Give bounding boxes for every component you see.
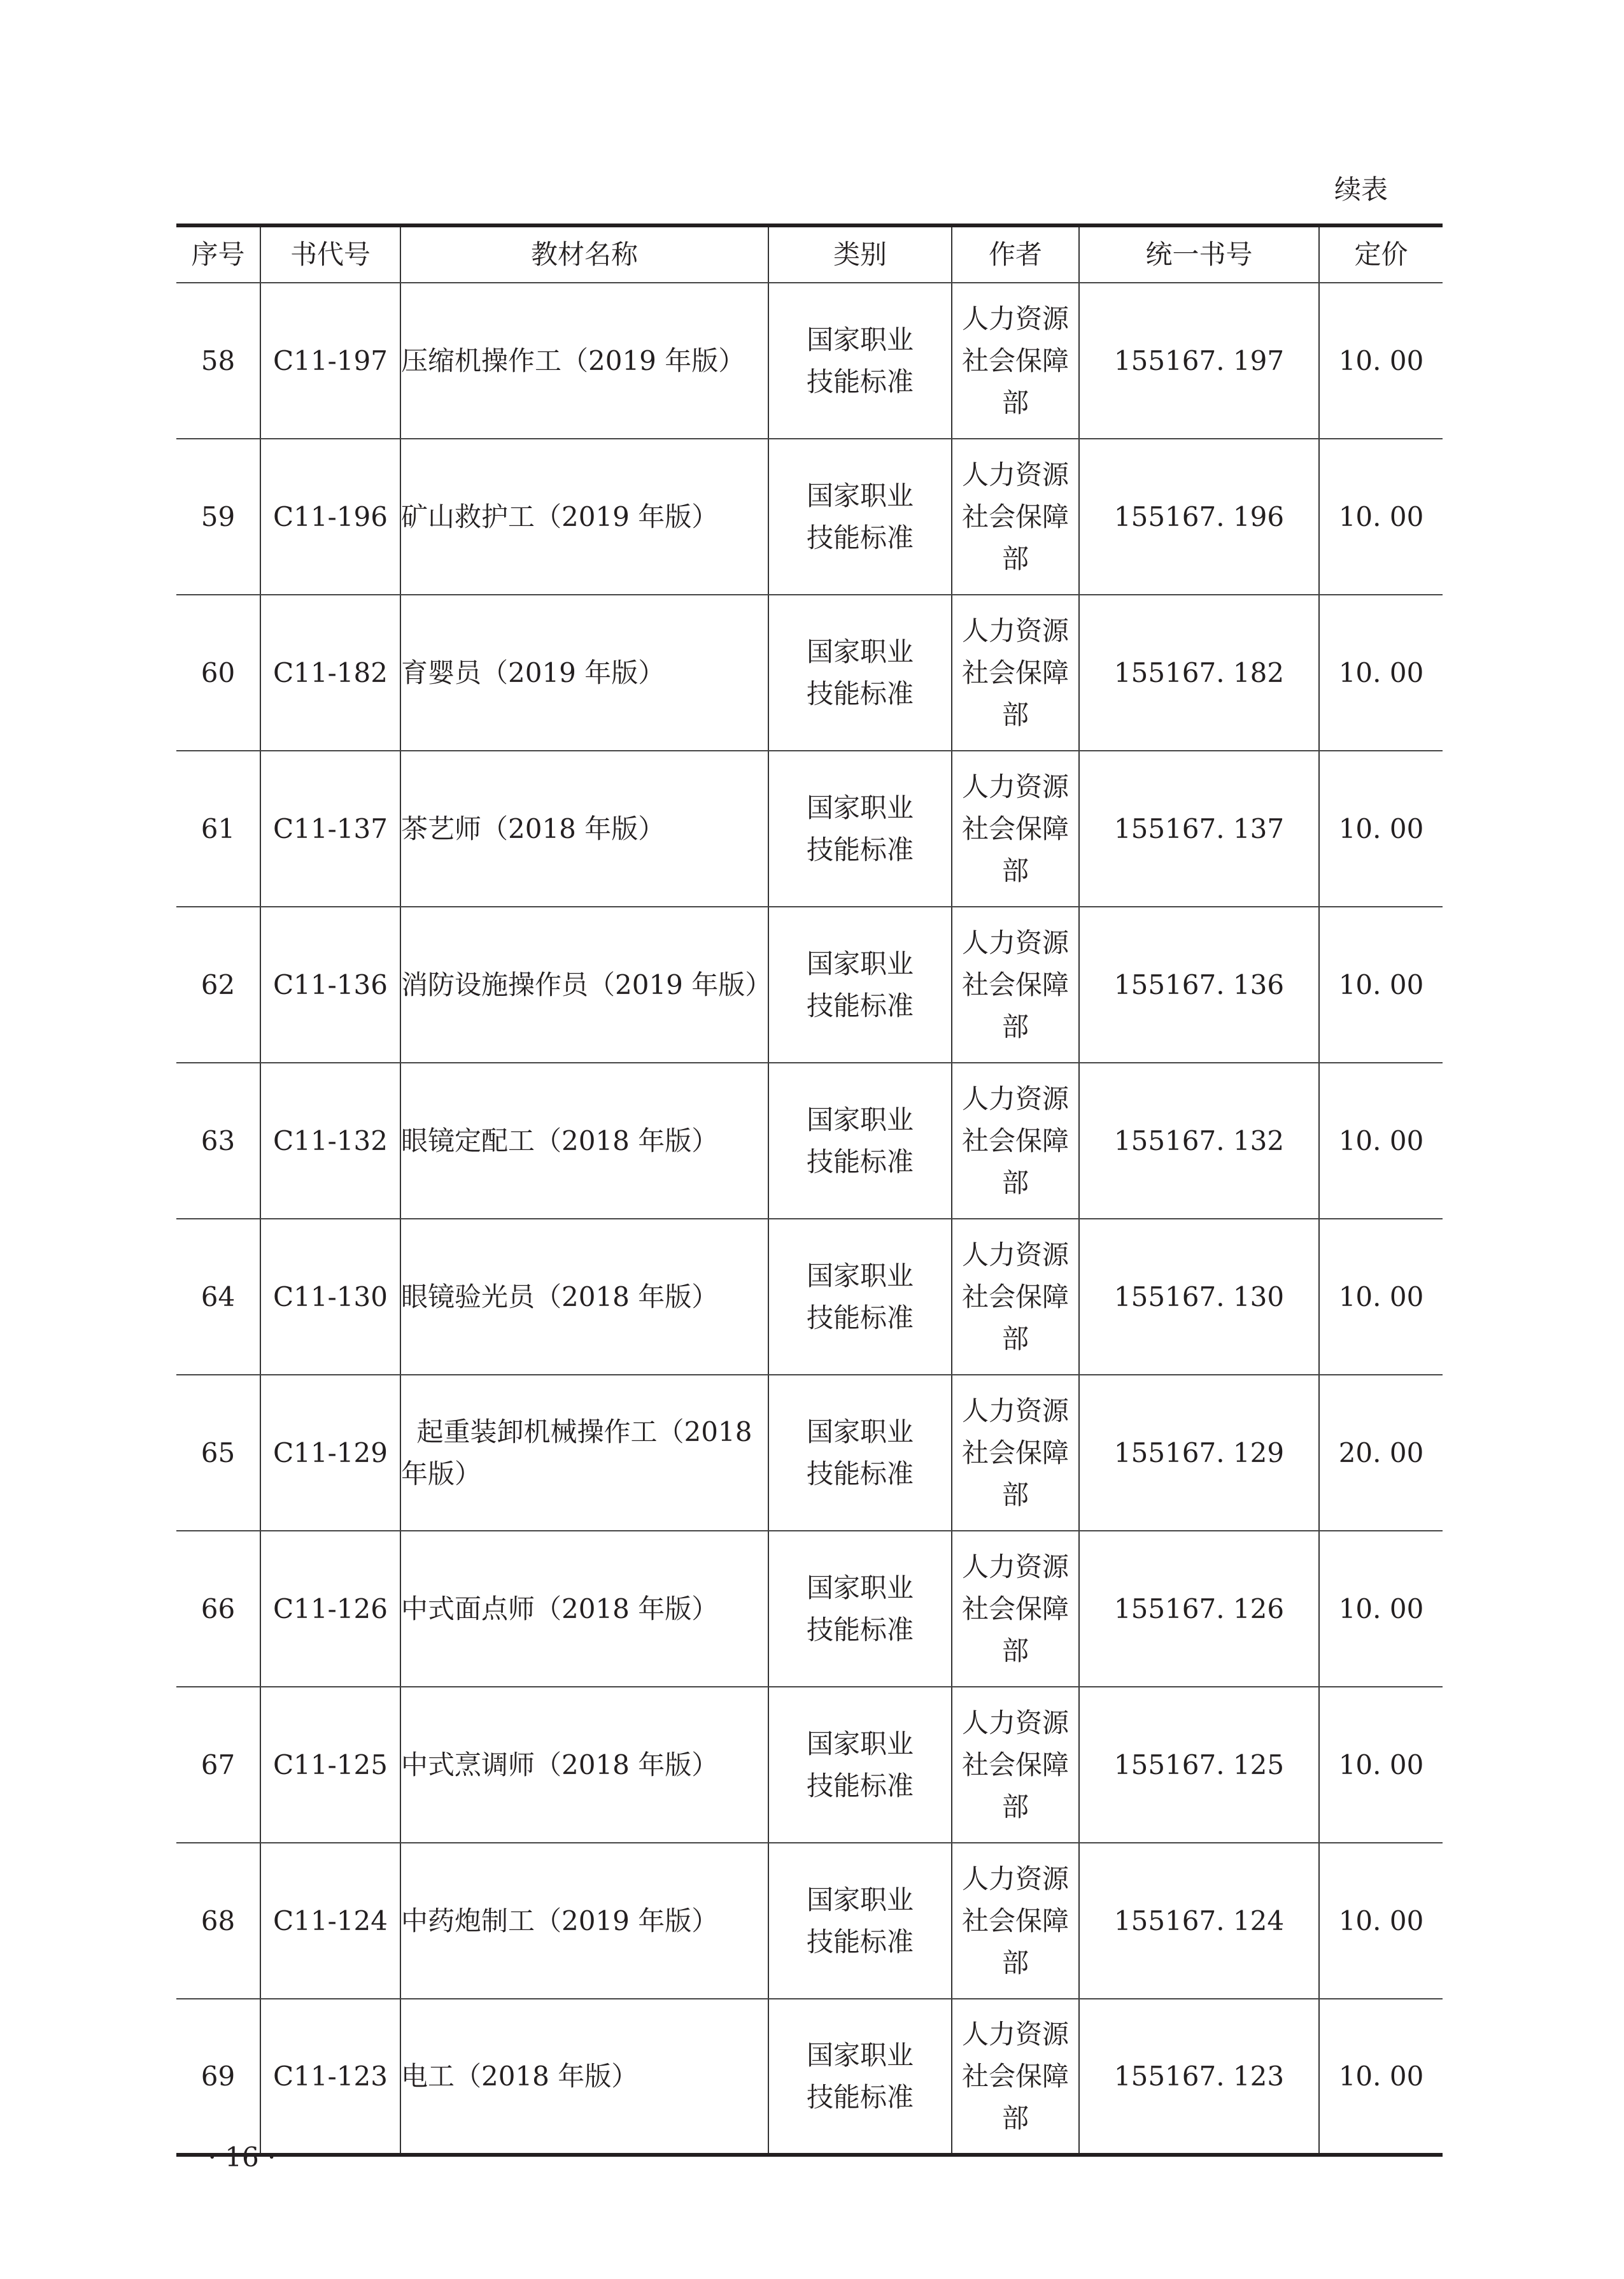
cell-isbn: 155167. 129 bbox=[1079, 1375, 1319, 1531]
cell-author bbox=[952, 1375, 1079, 1531]
cell-no: 62 bbox=[176, 907, 260, 1063]
author-line: 人力资源 bbox=[961, 1707, 1069, 1738]
cell-name: 中式面点师（2018 年版） bbox=[400, 1531, 768, 1687]
textbook-catalog-table bbox=[176, 224, 1443, 2157]
author-line: 部 bbox=[1001, 1479, 1029, 1510]
cell-no: 66 bbox=[176, 1531, 260, 1687]
cell-category bbox=[768, 1063, 952, 1219]
category-line: 技能标准 bbox=[806, 1146, 914, 1177]
author-line: 部 bbox=[1001, 543, 1029, 574]
author-line: 社会保障 bbox=[961, 344, 1069, 376]
category-line: 技能标准 bbox=[806, 1770, 914, 1801]
cell-author bbox=[952, 1999, 1079, 2155]
cell-category bbox=[768, 1999, 952, 2155]
author-line: 人力资源 bbox=[961, 2018, 1069, 2050]
cell-author bbox=[952, 1687, 1079, 1843]
cell-category bbox=[768, 1531, 952, 1687]
table-row bbox=[176, 751, 1443, 907]
cell-name: 电工（2018 年版） bbox=[400, 1999, 768, 2155]
category-line: 国家职业 bbox=[806, 1884, 914, 1915]
cell-author bbox=[952, 1531, 1079, 1687]
cell-isbn: 155167. 137 bbox=[1079, 751, 1319, 907]
cell-isbn: 155167. 132 bbox=[1079, 1063, 1319, 1219]
author-line: 部 bbox=[1001, 1167, 1029, 1198]
cell-code: C11-137 bbox=[260, 751, 400, 907]
cell-price: 10. 00 bbox=[1319, 1219, 1443, 1375]
cell-price: 10. 00 bbox=[1319, 1687, 1443, 1843]
cell-author bbox=[952, 751, 1079, 907]
category-line: 技能标准 bbox=[806, 1926, 914, 1957]
table-row bbox=[176, 595, 1443, 751]
author-line: 人力资源 bbox=[961, 1239, 1069, 1270]
cell-price: 10. 00 bbox=[1319, 1531, 1443, 1687]
author-line: 人力资源 bbox=[961, 614, 1069, 646]
cell-author bbox=[952, 283, 1079, 439]
continuation-label: 续表 bbox=[1334, 174, 1388, 205]
cell-code: C11-196 bbox=[260, 439, 400, 595]
category-line: 技能标准 bbox=[806, 990, 914, 1021]
table-row bbox=[176, 1687, 1443, 1843]
table-row bbox=[176, 283, 1443, 439]
table-row bbox=[176, 1375, 1443, 1531]
cell-price: 10. 00 bbox=[1319, 751, 1443, 907]
cell-no: 67 bbox=[176, 1687, 260, 1843]
author-line: 人力资源 bbox=[961, 1395, 1069, 1426]
category-line: 技能标准 bbox=[806, 1614, 914, 1645]
cell-category bbox=[768, 1687, 952, 1843]
cell-isbn: 155167. 197 bbox=[1079, 283, 1319, 439]
cell-code: C11-125 bbox=[260, 1687, 400, 1843]
table-row bbox=[176, 1219, 1443, 1375]
cell-isbn: 155167. 126 bbox=[1079, 1531, 1319, 1687]
cell-category bbox=[768, 283, 952, 439]
cell-code: C11-129 bbox=[260, 1375, 400, 1531]
page-number: · 16 · bbox=[208, 2141, 276, 2173]
author-line: 人力资源 bbox=[961, 1551, 1069, 1582]
author-line: 人力资源 bbox=[961, 927, 1069, 958]
cell-no: 59 bbox=[176, 439, 260, 595]
cell-isbn: 155167. 130 bbox=[1079, 1219, 1319, 1375]
cell-name: 眼镜定配工（2018 年版） bbox=[400, 1063, 768, 1219]
cell-category bbox=[768, 751, 952, 907]
author-line: 社会保障 bbox=[961, 1593, 1069, 1624]
cell-price: 10. 00 bbox=[1319, 1843, 1443, 1999]
table-row bbox=[176, 1531, 1443, 1687]
column-header-name: 教材名称 bbox=[400, 225, 768, 283]
cell-name: 起重装卸机械操作工（2018 年版） bbox=[400, 1375, 768, 1531]
cell-name: 压缩机操作工（2019 年版） bbox=[400, 283, 768, 439]
category-line: 技能标准 bbox=[806, 678, 914, 709]
cell-no: 69 bbox=[176, 1999, 260, 2155]
cell-no: 63 bbox=[176, 1063, 260, 1219]
column-header-code: 书代号 bbox=[260, 225, 400, 283]
category-line: 国家职业 bbox=[806, 1728, 914, 1759]
category-line: 技能标准 bbox=[806, 1302, 914, 1333]
category-line: 国家职业 bbox=[806, 1104, 914, 1135]
cell-author bbox=[952, 595, 1079, 751]
author-line: 社会保障 bbox=[961, 813, 1069, 844]
column-header-category: 类别 bbox=[768, 225, 952, 283]
column-header-author: 作者 bbox=[952, 225, 1079, 283]
author-line: 部 bbox=[1001, 1947, 1029, 1978]
cell-name: 矿山救护工（2019 年版） bbox=[400, 439, 768, 595]
table-header-row bbox=[176, 225, 1443, 283]
category-line: 技能标准 bbox=[806, 522, 914, 553]
cell-isbn: 155167. 123 bbox=[1079, 1999, 1319, 2155]
category-line: 国家职业 bbox=[806, 792, 914, 823]
table-row bbox=[176, 439, 1443, 595]
author-line: 部 bbox=[1001, 1011, 1029, 1042]
author-line: 社会保障 bbox=[961, 1905, 1069, 1936]
cell-code: C11-124 bbox=[260, 1843, 400, 1999]
author-line: 社会保障 bbox=[961, 1749, 1069, 1780]
category-line: 技能标准 bbox=[806, 366, 914, 397]
cell-code: C11-126 bbox=[260, 1531, 400, 1687]
author-line: 社会保障 bbox=[961, 1125, 1069, 1156]
category-line: 国家职业 bbox=[806, 323, 914, 355]
author-line: 部 bbox=[1001, 1635, 1029, 1666]
category-line: 技能标准 bbox=[806, 834, 914, 865]
author-line: 部 bbox=[1001, 387, 1029, 418]
table-row bbox=[176, 1843, 1443, 1999]
cell-code: C11-197 bbox=[260, 283, 400, 439]
author-line: 社会保障 bbox=[961, 501, 1069, 532]
author-line: 部 bbox=[1001, 2102, 1029, 2134]
cell-code: C11-130 bbox=[260, 1219, 400, 1375]
category-line: 国家职业 bbox=[806, 948, 914, 979]
category-line: 国家职业 bbox=[806, 1416, 914, 1447]
cell-price: 10. 00 bbox=[1319, 283, 1443, 439]
column-header-no: 序号 bbox=[176, 225, 260, 283]
cell-isbn: 155167. 125 bbox=[1079, 1687, 1319, 1843]
cell-price: 10. 00 bbox=[1319, 1063, 1443, 1219]
cell-author bbox=[952, 439, 1079, 595]
cell-no: 68 bbox=[176, 1843, 260, 1999]
author-line: 社会保障 bbox=[961, 2060, 1069, 2092]
cell-price: 10. 00 bbox=[1319, 439, 1443, 595]
cell-price: 10. 00 bbox=[1319, 907, 1443, 1063]
cell-code: C11-123 bbox=[260, 1999, 400, 2155]
cell-isbn: 155167. 196 bbox=[1079, 439, 1319, 595]
author-line: 部 bbox=[1001, 699, 1029, 730]
cell-category bbox=[768, 1843, 952, 1999]
category-line: 国家职业 bbox=[806, 635, 914, 667]
category-line: 技能标准 bbox=[806, 1458, 914, 1489]
cell-name: 中式烹调师（2018 年版） bbox=[400, 1687, 768, 1843]
author-line: 社会保障 bbox=[961, 1281, 1069, 1312]
cell-isbn: 155167. 136 bbox=[1079, 907, 1319, 1063]
cell-author bbox=[952, 1063, 1079, 1219]
column-header-price: 定价 bbox=[1319, 225, 1443, 283]
author-line: 部 bbox=[1001, 1323, 1029, 1354]
category-line: 国家职业 bbox=[806, 1572, 914, 1603]
cell-no: 65 bbox=[176, 1375, 260, 1531]
category-line: 国家职业 bbox=[806, 1260, 914, 1291]
author-line: 社会保障 bbox=[961, 657, 1069, 688]
cell-price: 10. 00 bbox=[1319, 595, 1443, 751]
cell-category bbox=[768, 1375, 952, 1531]
author-line: 人力资源 bbox=[961, 458, 1069, 490]
cell-isbn: 155167. 124 bbox=[1079, 1843, 1319, 1999]
author-line: 部 bbox=[1001, 1791, 1029, 1822]
column-header-isbn: 统一书号 bbox=[1079, 225, 1319, 283]
cell-name: 眼镜验光员（2018 年版） bbox=[400, 1219, 768, 1375]
author-line: 社会保障 bbox=[961, 969, 1069, 1000]
cell-no: 60 bbox=[176, 595, 260, 751]
cell-isbn: 155167. 182 bbox=[1079, 595, 1319, 751]
cell-author bbox=[952, 907, 1079, 1063]
cell-code: C11-182 bbox=[260, 595, 400, 751]
cell-price: 10. 00 bbox=[1319, 1999, 1443, 2155]
cell-no: 64 bbox=[176, 1219, 260, 1375]
table-row bbox=[176, 1999, 1443, 2155]
author-line: 人力资源 bbox=[961, 1083, 1069, 1114]
cell-name: 中药炮制工（2019 年版） bbox=[400, 1843, 768, 1999]
cell-no: 61 bbox=[176, 751, 260, 907]
cell-name: 育婴员（2019 年版） bbox=[400, 595, 768, 751]
cell-code: C11-132 bbox=[260, 1063, 400, 1219]
author-line: 人力资源 bbox=[961, 770, 1069, 802]
cell-category bbox=[768, 439, 952, 595]
cell-author bbox=[952, 1843, 1079, 1999]
cell-name: 消防设施操作员（2019 年版） bbox=[400, 907, 768, 1063]
cell-author bbox=[952, 1219, 1079, 1375]
cell-no: 58 bbox=[176, 283, 260, 439]
author-line: 社会保障 bbox=[961, 1437, 1069, 1468]
category-line: 国家职业 bbox=[806, 2039, 914, 2071]
cell-price: 20. 00 bbox=[1319, 1375, 1443, 1531]
category-line: 国家职业 bbox=[806, 479, 914, 511]
author-line: 人力资源 bbox=[961, 302, 1069, 334]
cell-category bbox=[768, 907, 952, 1063]
category-line: 技能标准 bbox=[806, 2081, 914, 2113]
table-body bbox=[176, 283, 1443, 2155]
cell-category bbox=[768, 595, 952, 751]
cell-code: C11-136 bbox=[260, 907, 400, 1063]
cell-name: 茶艺师（2018 年版） bbox=[400, 751, 768, 907]
author-line: 人力资源 bbox=[961, 1863, 1069, 1894]
table-row bbox=[176, 1063, 1443, 1219]
author-line: 部 bbox=[1001, 855, 1029, 886]
table-row bbox=[176, 907, 1443, 1063]
cell-category bbox=[768, 1219, 952, 1375]
